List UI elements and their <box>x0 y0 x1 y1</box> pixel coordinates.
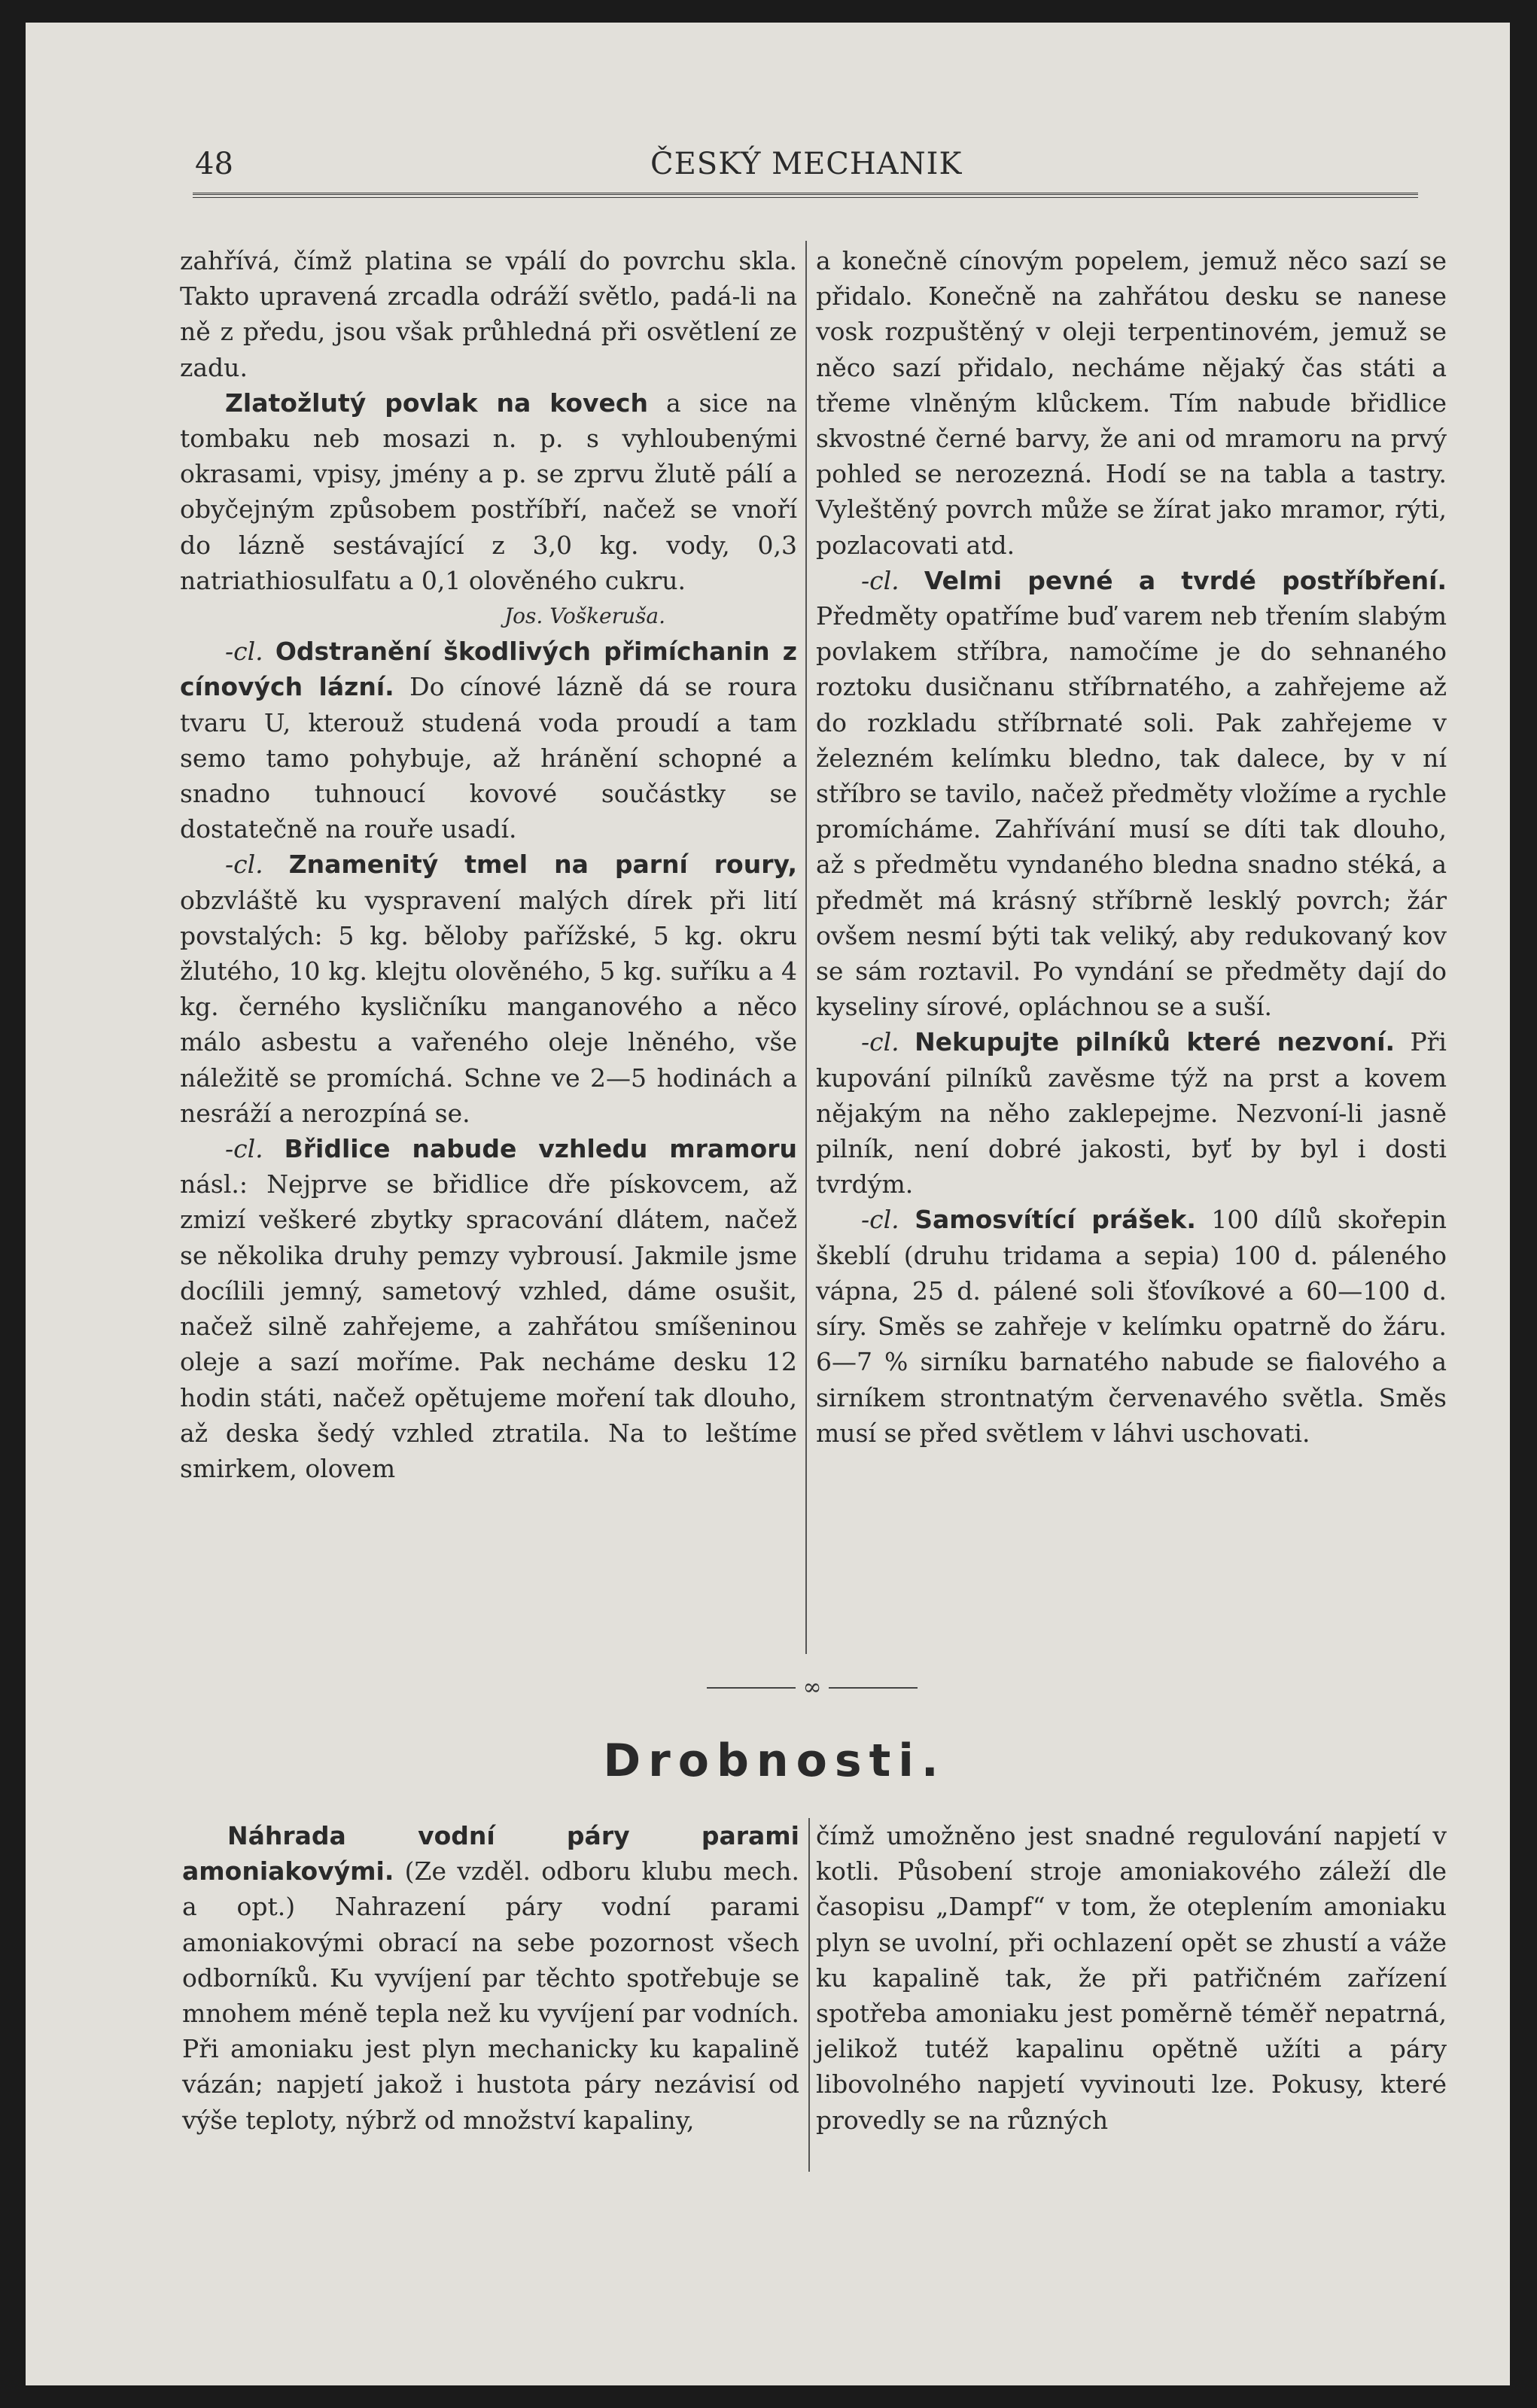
article-amoniak <box>182 1818 799 2138</box>
article-body: a sice na tombaku neb mosazi n. p. s vyhloubenými okrasami, vpisy, jmény a p. se zprvu žlutě pálí a obyčejným způsobem postříbří, načež se vnoří do lázně sestávající z 3,0 kg. vody, 0,3 natriathiosulfatu a 0,1 olověného cukru. <box>180 388 797 595</box>
article-tag: -cl. <box>861 1027 899 1057</box>
article-body: Předměty opatříme buď varem neb třením slabým povlakem stříbra, namočíme je do sehnaného roztoku dusičnanu stříbrnatého, a zahřejeme až do rozkladu stříbrnaté soli. Pak zahřejeme v železném kelímku bledno, tak dalece, by v ní stříbro se tavilo, načež předměty vložíme a rychle promícháme. Zahřívání musí se díti tak dlouho, až s předmětu vyndaného bledna snadno stéká, a předmět má krásný stříbrně lesklý povrch; žár ovšem nesmí býti tak veliký, aby redukovaný kov se sám roztavil. Po vyndání se předměty dají do kyseliny sírové, opláchnou se a suší. <box>816 601 1447 1022</box>
article-heading: Břidlice nabude vzhledu mramoru <box>284 1134 797 1164</box>
journal-page <box>26 23 1510 2385</box>
page-number: 48 <box>195 147 233 181</box>
article-odstraneni <box>180 634 797 847</box>
article-tag: -cl. <box>225 1134 263 1164</box>
article-heading: Zlatožlutý povlak na kovech <box>225 388 648 418</box>
article-heading: Velmi pevné a tvrdé postříbření. <box>924 565 1447 595</box>
article-bridlice <box>180 1131 797 1486</box>
column-divider <box>805 241 807 1654</box>
article-tag: -cl. <box>861 1205 899 1235</box>
article-heading: Odstranění škodlivých přimíchanin z cínových lázní. <box>180 637 797 702</box>
article-pilniky <box>816 1024 1447 1202</box>
ornament-glyph: ∞ <box>802 1677 822 1699</box>
top-left-column <box>180 243 797 1486</box>
continued-text: zahřívá, čímž platina se vpálí do povrchu skla. Takto upravená zrcadla odráží světlo, padá-li na ně z předu, jsou však průhledná při osvětlení ze zadu. <box>180 246 797 382</box>
article-zlatozluty <box>180 385 797 598</box>
article-tmel <box>180 847 797 1131</box>
article-signature: Jos. Voškeruša. <box>504 604 665 629</box>
article-heading: Nekupujte pilníků které nezvoní. <box>915 1027 1395 1057</box>
article-prasek <box>816 1202 1447 1450</box>
article-body: násl.: Nejprve se břidlice dře pískovcem, až zmizí veškeré zbytky spracování dlátem, načež se několika druhy pemzy vybrousí. Jakmile jsme docílili jemný, sametový vzhled, dáme osušit, načež silně zahřejeme, a zahřátou smíšeninou oleje a sazí moříme. Pak necháme desku 12 hodin státi, načež opětujeme moření tak dlouho, až deska šedý vzhled ztratila. Na to leštíme smirkem, olovem <box>180 1169 797 1483</box>
journal-title: ČESKÝ MECHANIK <box>650 147 963 181</box>
column-divider <box>808 1818 810 2172</box>
section-title: Drobnosti. <box>603 1735 946 1787</box>
continued-text: a konečně cínovým popelem, jemuž něco sazí se přidalo. Konečně na zahřátou desku se nanese vosk rozpuštěný v oleji terpentinovém, jemuž se něco sazí přidalo, necháme nějaký čas státi a třeme vlněným klůckem. Tím nabude břidlice skvostné černé barvy, že ani od mramoru na prvý pohled se nerozezná. Hodí se na tabla a tastry. Vyleštěný povrch může se žírat jako mramor, rýti, pozlacovati atd. <box>816 246 1447 560</box>
article-body: (Ze vzděl. odboru klubu mech. a opt.) Nahrazení páry vodní parami amoniakovými obrací na sebe pozornost všech odborníků. Ku vyvíjení par těchto spotřebuje se mnohem méně tepla než ku vyvíjení par vodních. Při amoniaku jest plyn mechanicky ku kapalině vázán; napjetí jakož i hustota páry nezávisí od výše teploty, nýbrž od množství kapaliny, <box>182 1856 799 2135</box>
article-heading: Samosvítící prášek. <box>915 1205 1196 1235</box>
article-heading: Náhrada vodní páry parami amoniakovými. <box>182 1821 799 1887</box>
header-rule <box>193 193 1418 198</box>
article-body: 100 dílů skořepin škeblí (druhu tridama a sepia) 100 d. páleného vápna, 25 d. pálené soli šťovíkové a 60—100 d. síry. Směs se zahřeje v kelímku opatrně do žáru. 6—7 % sirníku barnatého nabude se fialového a sirníkem strontnatým červenavého světla. Směs musí se před světlem v láhvi uschovati. <box>816 1205 1447 1448</box>
article-body: Do cínové lázně dá se roura tvaru U, kterouž studená voda proudí a tam semo tamo pohybuje, až hránění schopné a snadno tuhnoucí kovové součástky se dostatečně na rouře usadí. <box>180 672 797 844</box>
article-tag: -cl. <box>861 565 899 595</box>
article-tag: -cl. <box>225 850 263 880</box>
section-ornament <box>707 1677 918 1699</box>
article-tag: -cl. <box>225 637 263 667</box>
article-heading: Znamenitý tmel na parní roury, <box>288 850 797 880</box>
article-body: obzvláště ku vyspravení malých dírek při lití povstalých: 5 kg. běloby pařížské, 5 kg. okru žlutého, 10 kg. klejtu olověného, 5 kg. suříku a 4 kg. černého kysličníku manganového a něco málo asbestu a vařeného oleje lněného, vše náležitě se promíchá. Schne ve 2—5 hodinách a nesráží a nerozpíná se. <box>180 885 797 1128</box>
article-postribreni <box>816 563 1447 1025</box>
top-right-column <box>816 243 1447 1451</box>
bottom-left-column <box>182 1818 799 2138</box>
bottom-right-column <box>816 1818 1447 2138</box>
article-body: Při kupování pilníků zavěsme týž na prst a kovem nějakým na něho zaklepejme. Nezvoní-li jasně pilník, není dobré jakosti, byť by byl i dosti tvrdým. <box>816 1027 1447 1199</box>
continued-text: čímž umožněno jest snadné regulování napjetí v kotli. Působení stroje amoniakového záleží dle časopisu „Dampf“ v tom, že oteplením amoniaku plyn se uvolní, při ochlazení opět se zhustí a váže ku kapalině tak, že při patřičném zařízení spotřeba amoniaku jest poměrně téměř nepatrná, jelikož tutéž kapalinu opětně užíti a páry libovolného napjetí vyvinouti lze. Pokusy, které provedly se na různých <box>816 1821 1447 2135</box>
